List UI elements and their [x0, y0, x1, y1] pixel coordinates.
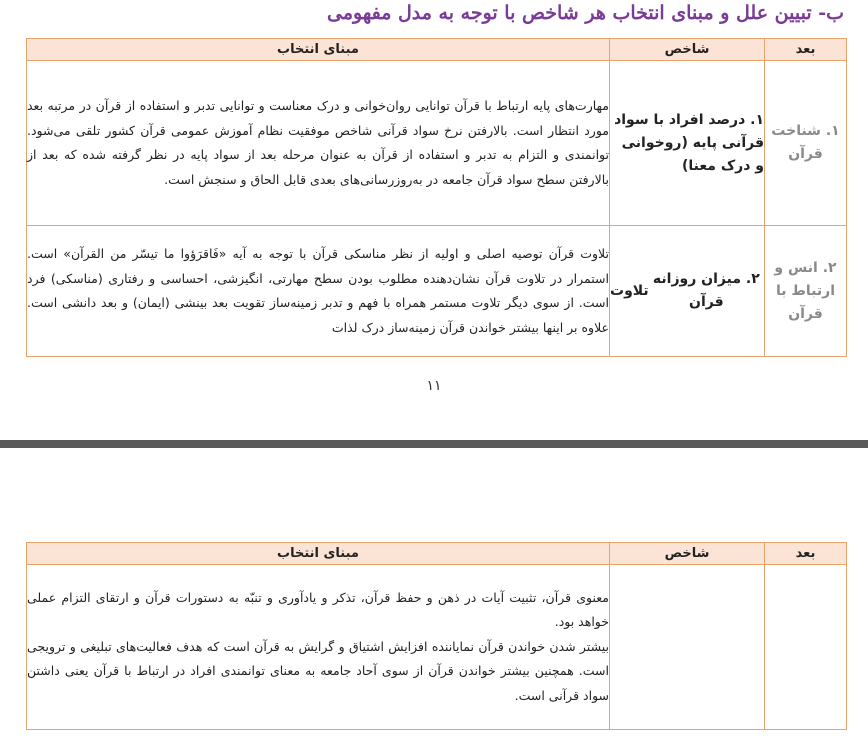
dimension-cell: ۱. شناخت قرآن — [765, 61, 847, 226]
header-basis: مبنای انتخاب — [27, 543, 610, 565]
indicator-text: ۲. میزان روزانه قرآن — [652, 271, 760, 310]
table-row — [27, 565, 847, 730]
header-dimension: بعد — [765, 39, 847, 61]
indicator-table — [26, 38, 847, 357]
indicator-cell — [610, 226, 765, 357]
table-header-row — [27, 39, 847, 61]
indicator-cell — [610, 565, 765, 730]
basis-cell: مهارت‌های پایه ارتباط با قرآن توانایی روان‌خوانی و درک معناست و توانایی تدبر و استفاده از قرآن در مرتبه بعد مورد انتظار است. بالارفتن نرخ سواد قرآنی شاخص موفقیت نظام آموزش عمومی قرآن کشور تلقی می‌شود. توانمندی و التزام به تدبر و استفاده از قرآن به عنوان مرحله بعد از سواد پایه در نظر گرفته شده که بعد از بالارفتن سطح سواد قرآن جامعه در به‌روزرسانی‌های بعدی قابل الحاق و سنجش است. — [27, 61, 610, 226]
table-row — [27, 226, 847, 357]
dimension-cell: ۲. انس و ارتباط با قرآن — [765, 226, 847, 357]
page-divider — [0, 440, 868, 448]
page-number: ۱۱ — [426, 378, 442, 394]
indicator-table-continued — [26, 542, 847, 730]
indicator-text-extra: تلاوت — [610, 282, 649, 299]
indicator-cell: ۱. درصد افراد با سواد قرآنی پایه (روخوانی و درک معنا) — [610, 61, 765, 226]
header-dimension: بعد — [765, 543, 847, 565]
basis-cell: تلاوت قرآن توصیه اصلی و اولیه از نظر مناسکی قرآن با توجه به آیه «فَاقرَؤوا ما تیسّر من القرآن» است. استمرار در تلاوت قرآن نشان‌دهنده مطلوب بودن سطح مهارتی، انگیزشی، احساسی و رفتاری (مناسکی) فرد است. از سوی دیگر تلاوت مستمر همراه با فهم و تدبر زمینه‌ساز تقویت بعد بینشی (ایمان) و بعد دانشی است. علاوه بر اینها بیشتر خواندن قرآن زمینه‌ساز درک لذات — [27, 226, 610, 357]
section-title: ب- تبیین علل و مبنای انتخاب هر شاخص با توجه به مدل مفهومی — [327, 2, 844, 24]
basis-paragraph: بیشتر شدن خواندن قرآن نمایاننده افزایش اشتیاق و گرایش به قرآن است که هدف فعالیت‌های تبلیغی و ترویجی است. همچنین بیشتر خواندن قرآن از سوی آحاد جامعه به معنای توانمندی افراد در ارتباط با قرآن یعنی داشتن سواد قرآنی است. — [27, 638, 609, 703]
basis-paragraph: معنوی قرآن، تثبیت آیات در ذهن و حفظ قرآن، تذکر و یادآوری و تنبّه به دستورات قرآن و ارتقای التزام عملی خواهد بود. — [27, 589, 609, 630]
table-row — [27, 61, 847, 226]
table-header-row — [27, 543, 847, 565]
basis-cell — [27, 565, 610, 730]
header-indicator: شاخص — [610, 39, 765, 61]
header-indicator: شاخص — [610, 543, 765, 565]
page-lower — [0, 448, 868, 740]
header-basis: مبنای انتخاب — [27, 39, 610, 61]
dimension-cell — [765, 565, 847, 730]
